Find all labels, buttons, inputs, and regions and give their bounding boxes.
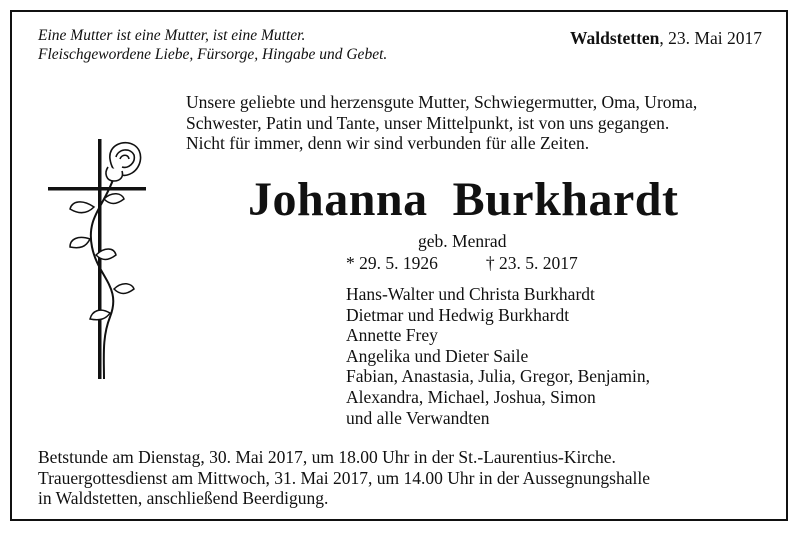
- service-info: [38, 447, 650, 509]
- mourner-line: Hans-Walter und Christa Burkhardt: [346, 284, 595, 304]
- mourner-line: Fabian, Anastasia, Julia, Gregor, Benjamin,: [346, 366, 651, 387]
- cross-with-rose-icon: [42, 137, 152, 382]
- birth-date: * 29. 5. 1926: [346, 253, 438, 273]
- intro-line: Schwester, Patin und Tante, unser Mittelpunkt, ist von uns gegangen.: [186, 112, 670, 133]
- mourner-line: und alle Verwandten: [346, 407, 490, 428]
- mourners-list: [346, 284, 650, 428]
- motto: [38, 26, 387, 64]
- death-date: † 23. 5. 2017: [485, 253, 578, 273]
- service-line: Trauergottesdienst am Mittwoch, 31. Mai 2017, um 14.00 Uhr in der Aussegnungshalle: [38, 467, 650, 488]
- mourner-line: Angelika und Dieter Saile: [346, 345, 529, 366]
- service-line: in Waldstetten, anschließend Beerdigung.: [38, 488, 329, 508]
- mourner-line: Annette Frey: [346, 325, 438, 346]
- mourner-line: Alexandra, Michael, Joshua, Simon: [346, 386, 596, 407]
- motto-line: Eine Mutter ist eine Mutter, ist eine Mutter.: [38, 27, 306, 44]
- life-dates: [346, 253, 578, 274]
- mourner-line: Dietmar und Hedwig Burkhardt: [346, 304, 570, 325]
- place-date: [570, 28, 762, 49]
- place: Waldstetten: [569, 28, 660, 48]
- intro-line: Nicht für immer, denn wir sind verbunden für alle Zeiten.: [186, 133, 590, 153]
- intro-line: Unsere geliebte und herzensgute Mutter, Schwiegermutter, Oma, Uroma,: [186, 92, 698, 112]
- deceased-name: Johanna Burkhardt: [248, 173, 679, 226]
- motto-line: Fleischgewordene Liebe, Fürsorge, Hingabe und Gebet.: [38, 46, 388, 63]
- maiden-name: geb. Menrad: [418, 231, 507, 251]
- service-line: Betstunde am Dienstag, 30. Mai 2017, um 18.00 Uhr in der St.-Laurentius-Kirche.: [38, 447, 616, 467]
- intro-text: [186, 92, 697, 154]
- date: , 23. Mai 2017: [659, 28, 762, 48]
- obituary-notice: [10, 10, 788, 521]
